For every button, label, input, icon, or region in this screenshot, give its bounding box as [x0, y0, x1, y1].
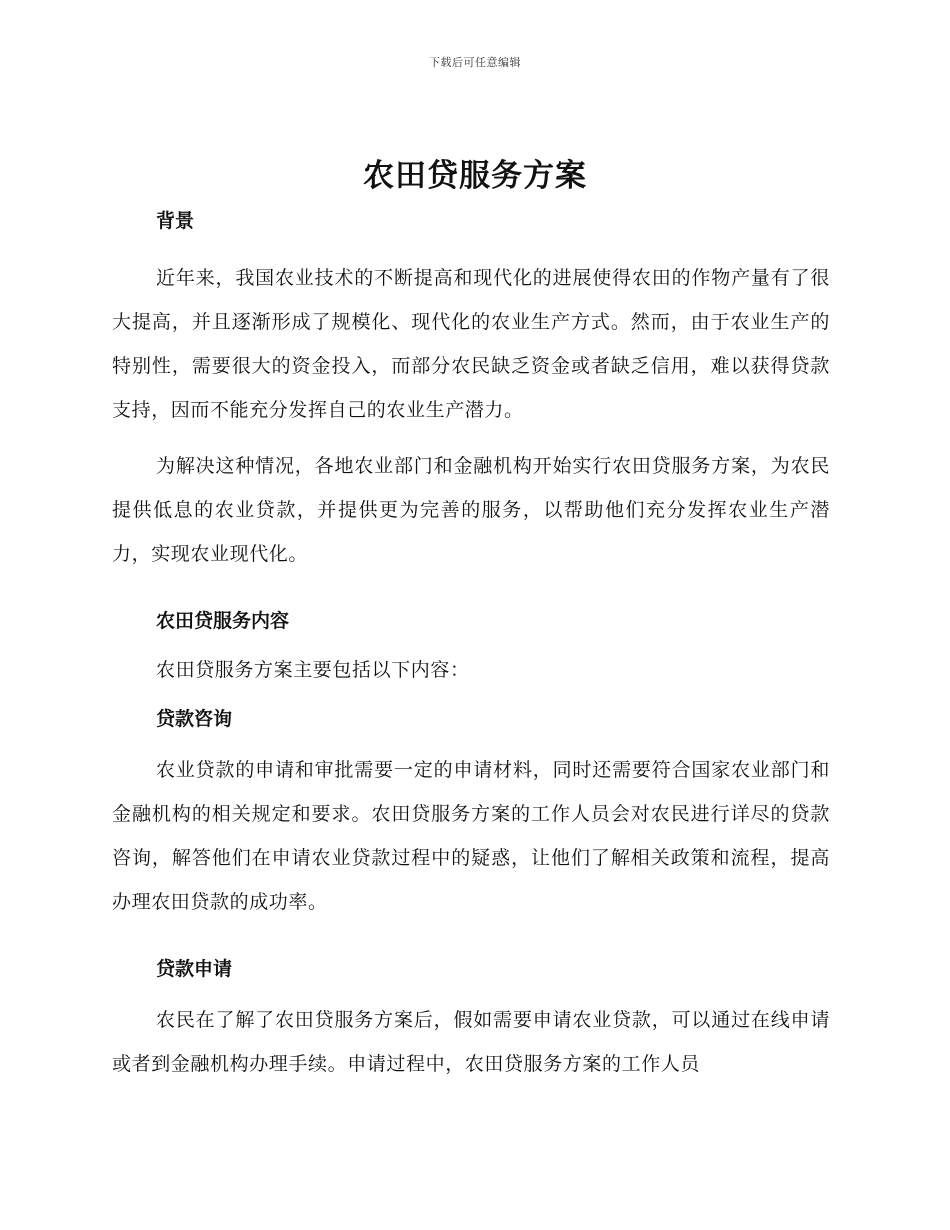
page-header-note: 下载后可任意编辑 — [429, 56, 521, 69]
background-paragraph-1: 近年来，我国农业技术的不断提高和现代化的进展使得农田的作物产量有了很大提高，并且逐渐形成了规模化、现代化的农业生产方式。然而，由于农业生产的特别性，需要很大的资金投入，而部分农民缺乏资金或者缺乏信用，难以获得贷款支持，因而不能充分发挥自己的农业生产潜力。 — [112, 267, 830, 421]
loan-application-paragraph: 农民在了解了农田贷服务方案后，假如需要申请农业贷款，可以通过在线申请或者到金融机构办理手续。申请过程中，农田贷服务方案的工作人员 — [112, 1009, 830, 1075]
section-heading-background: 背景 — [156, 210, 195, 232]
section-heading-service-content: 农田贷服务内容 — [156, 610, 290, 632]
document-body — [112, 206, 830, 1086]
background-paragraph-2: 为解决这种情况，各地农业部门和金融机构开始实行农田贷服务方案，为农民提供低息的农业贷款，并提供更为完善的服务，以帮助他们充分发挥农业生产潜力，实现农业现代化。 — [112, 455, 830, 565]
section-heading-loan-consultation: 贷款咨询 — [156, 708, 233, 730]
section-heading-loan-application: 贷款申请 — [156, 958, 233, 980]
document-title: 农田贷服务方案 — [363, 158, 587, 194]
service-content-intro: 农田贷服务方案主要包括以下内容： — [156, 659, 470, 681]
loan-consultation-paragraph: 农业贷款的申请和审批需要一定的申请材料，同时还需要符合国家农业部门和金融机构的相关规定和要求。农田贷服务方案的工作人员会对农民进行详尽的贷款咨询，解答他们在申请农业贷款过程中的疑惑，让他们了解相关政策和流程，提高办理农田贷款的成功率。 — [112, 759, 830, 913]
